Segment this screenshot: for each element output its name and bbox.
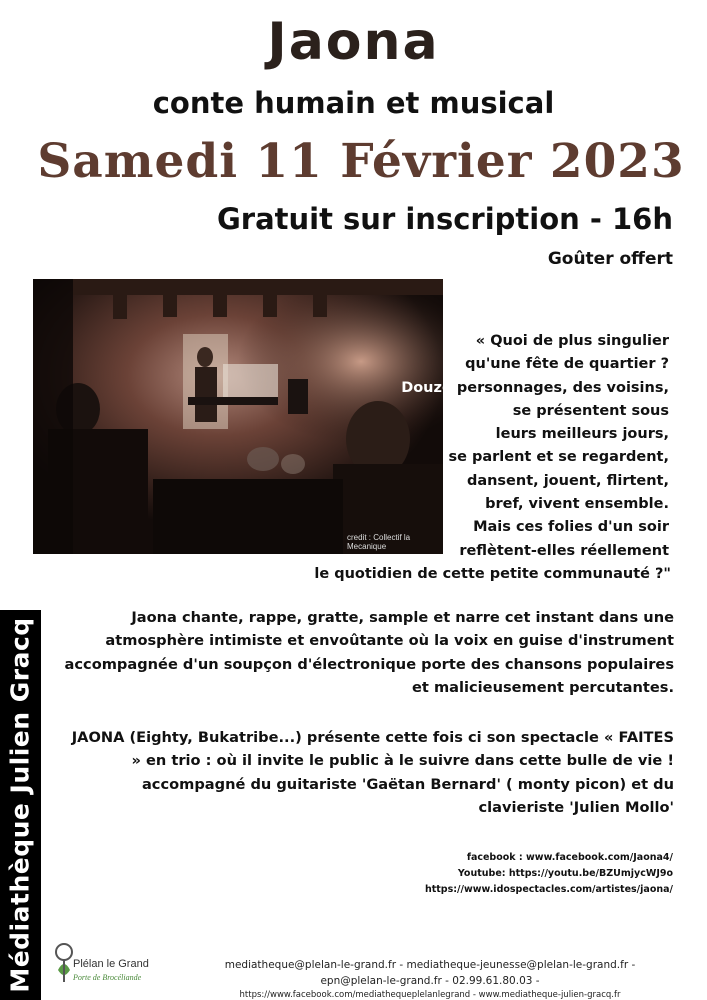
website-link[interactable]: https://www.idospectacles.com/artistes/jaona/ <box>424 884 673 895</box>
quote-highlight-word: Douze <box>401 379 452 396</box>
admission-info: Gratuit sur inscription - 16h <box>216 202 673 236</box>
quote-block <box>249 330 669 586</box>
quote-line: le quotidien de cette petite communauté ?" <box>314 565 671 582</box>
town-logo <box>52 940 162 990</box>
quote-line: dansent, jouent, flirtent, <box>466 472 669 489</box>
facebook-link[interactable]: facebook : www.facebook.com/Jaona4/ <box>466 852 673 863</box>
footer-contact[interactable]: epn@plelan-le-grand.fr - 02.99.61.80.03 - <box>320 975 540 987</box>
quote-line: qu'une fête de quartier ? <box>465 356 669 373</box>
quote-line: leurs meilleurs jours, <box>495 426 669 443</box>
lineup-text: JAONA (Eighty, Bukatribe...) présente cette fois ci son spectacle « FAITES » en trio : où il invite le public à le suivre dans cette bulle de vie ! <box>71 729 674 770</box>
lineup-paragraph <box>60 726 674 820</box>
quote-line <box>249 377 669 400</box>
quote-line: « Quoi de plus singulier <box>475 333 669 349</box>
footer-emails[interactable]: mediatheque@plelan-le-grand.fr - mediatheque-jeunesse@plelan-le-grand.fr - <box>224 959 636 971</box>
event-date: Samedi 11 Février 2023 <box>37 134 685 189</box>
snack-info: Goûter offert <box>547 249 673 269</box>
leaf-logo-icon <box>52 940 74 984</box>
logo-name: Plélan le Grand <box>73 958 149 970</box>
event-subtitle: conte humain et musical <box>152 86 555 120</box>
quote-line-text: personnages, des voisins, <box>456 379 669 396</box>
quote-line: reflètent-elles réellement <box>459 542 669 559</box>
links-block <box>425 850 673 898</box>
library-sidebar <box>0 610 41 1000</box>
footer-web[interactable]: https://www.facebook.com/mediathequeplelanlegrand - www.mediatheque-julien-gracq.fr <box>239 990 621 1000</box>
library-name: Médiathèque Julien Gracq <box>5 617 35 993</box>
logo-tagline: Porte de Brocéliande <box>73 973 142 982</box>
description-paragraph: Jaona chante, rappe, gratte, sample et narre cet instant dans une atmosphère intimiste et envoûtante où la voix en guise d'instrument accompagnée d'un soupçon d'électronique porte des chansons populaires et malicieusement percutantes. <box>64 609 674 697</box>
quote-line: Mais ces folies d'un soir <box>473 519 669 536</box>
quote-line: bref, vivent ensemble. <box>485 496 669 513</box>
musicians-text: accompagné du guitariste 'Gaëtan Bernard' ( monty picon) et du clavieriste 'Julien Mollo' <box>141 775 674 817</box>
youtube-link[interactable]: Youtube: https://youtu.be/BZUmjycWJ9o <box>457 868 673 879</box>
photo-credit: credit : Collectif la Mecanique <box>347 533 411 551</box>
event-title: Jaona <box>267 12 440 72</box>
quote-line: se parlent et se regardent, <box>448 449 669 466</box>
quote-line: se présentent sous <box>512 402 669 419</box>
